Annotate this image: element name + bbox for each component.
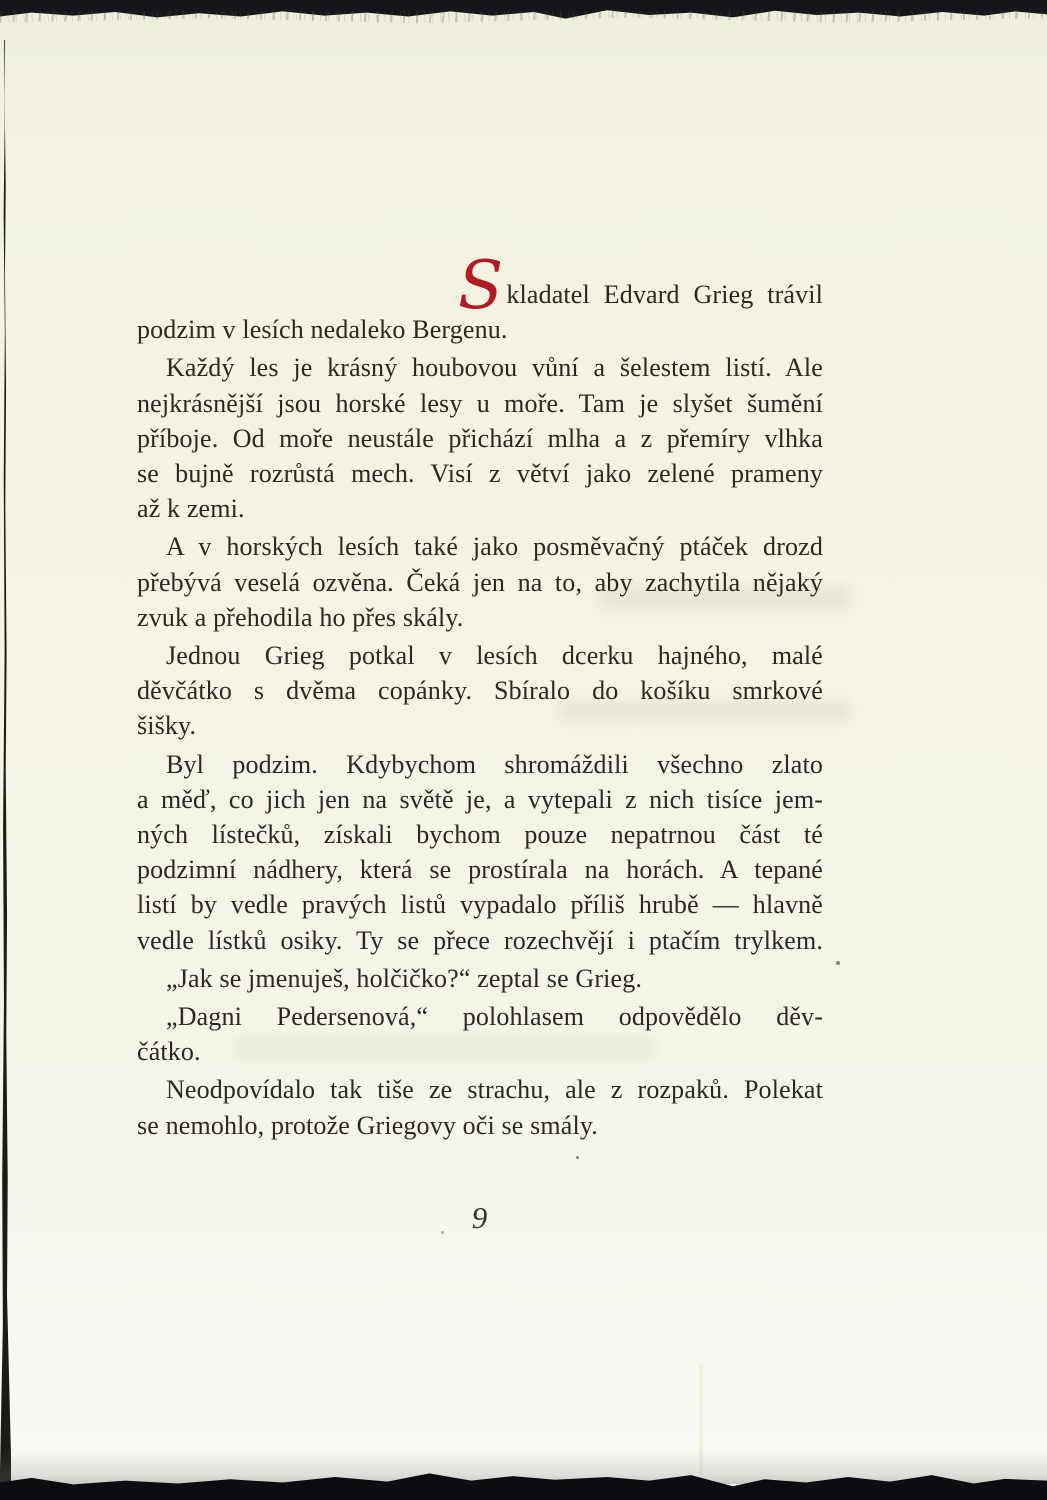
page-number: 9 bbox=[471, 1200, 489, 1235]
body-line: až k zemi. bbox=[137, 494, 245, 524]
body-line: A v horských lesích také jako posměvačný ptáček drozd bbox=[166, 532, 823, 562]
body-line: děvčátko s dvěma copánky. Sbíralo do košíku smrkové bbox=[137, 676, 823, 706]
body-line: přebývá veselá ozvěna. Čeká jen na to, aby zachytila nějaký bbox=[137, 567, 823, 597]
body-line: podzimní nádhery, která se prostírala na horách. A tepané bbox=[137, 855, 823, 885]
body-line: Jednou Grieg potkal v lesích dcerku hajného, malé bbox=[166, 641, 823, 671]
body-line: se nemohlo, protože Griegovy oči se smály. bbox=[137, 1110, 598, 1140]
body-line: čátko. bbox=[137, 1037, 201, 1067]
body-line: se bujně rozrůstá mech. Visí z větví jako zelené prameny bbox=[137, 459, 823, 489]
body-line: podzim v lesích nedaleko Bergenu. bbox=[137, 315, 508, 345]
body-line-dropcap: Skladatel Edvard Grieg trávil bbox=[458, 247, 823, 324]
body-line: nejkrásnější jsou horské lesy u moře. Tam je slyšet šumění bbox=[137, 388, 823, 418]
body-line: „Jak se jmenuješ, holčičko?“ zeptal se Grieg. bbox=[166, 963, 643, 993]
body-line: zvuk a přehodila ho přes skály. bbox=[137, 602, 464, 632]
drop-cap-letter: S bbox=[458, 247, 504, 324]
body-line: listí by vedle pravých listů vypadalo příliš hrubě — hlavně bbox=[137, 890, 823, 920]
text-block bbox=[137, 247, 823, 1143]
page-left-dark-edge bbox=[0, 40, 11, 1500]
body-line: šišky. bbox=[137, 711, 197, 741]
body-line: Byl podzim. Kdybychom shromáždili všechno zlato bbox=[166, 749, 823, 779]
body-line: ných lístečků, získali bychom pouze nepatrnou část té bbox=[137, 820, 823, 850]
scan-speck bbox=[576, 1156, 579, 1159]
body-line: Neodpovídalo tak tiše ze strachu, ale z rozpaků. Polekat bbox=[166, 1075, 823, 1105]
body-line: „Dagni Pedersenová,“ polohlasem odpovědělo děv- bbox=[166, 1002, 823, 1032]
body-line: Každý les je krásný houbovou vůní a šelestem listí. Ale bbox=[166, 353, 823, 383]
scan-speck bbox=[836, 961, 840, 965]
body-line: příboje. Od moře neustále přichází mlha a z přemíry vlhka bbox=[137, 423, 823, 453]
paper-deckle-edge-top bbox=[0, 11, 1047, 24]
body-line: a měď, co jich jen na světě je, a vytepali z nich tisíce jem- bbox=[137, 784, 823, 814]
body-line: vedle lístků osiky. Ty se přece rozechvějí i ptačím trylkem. bbox=[137, 925, 823, 955]
